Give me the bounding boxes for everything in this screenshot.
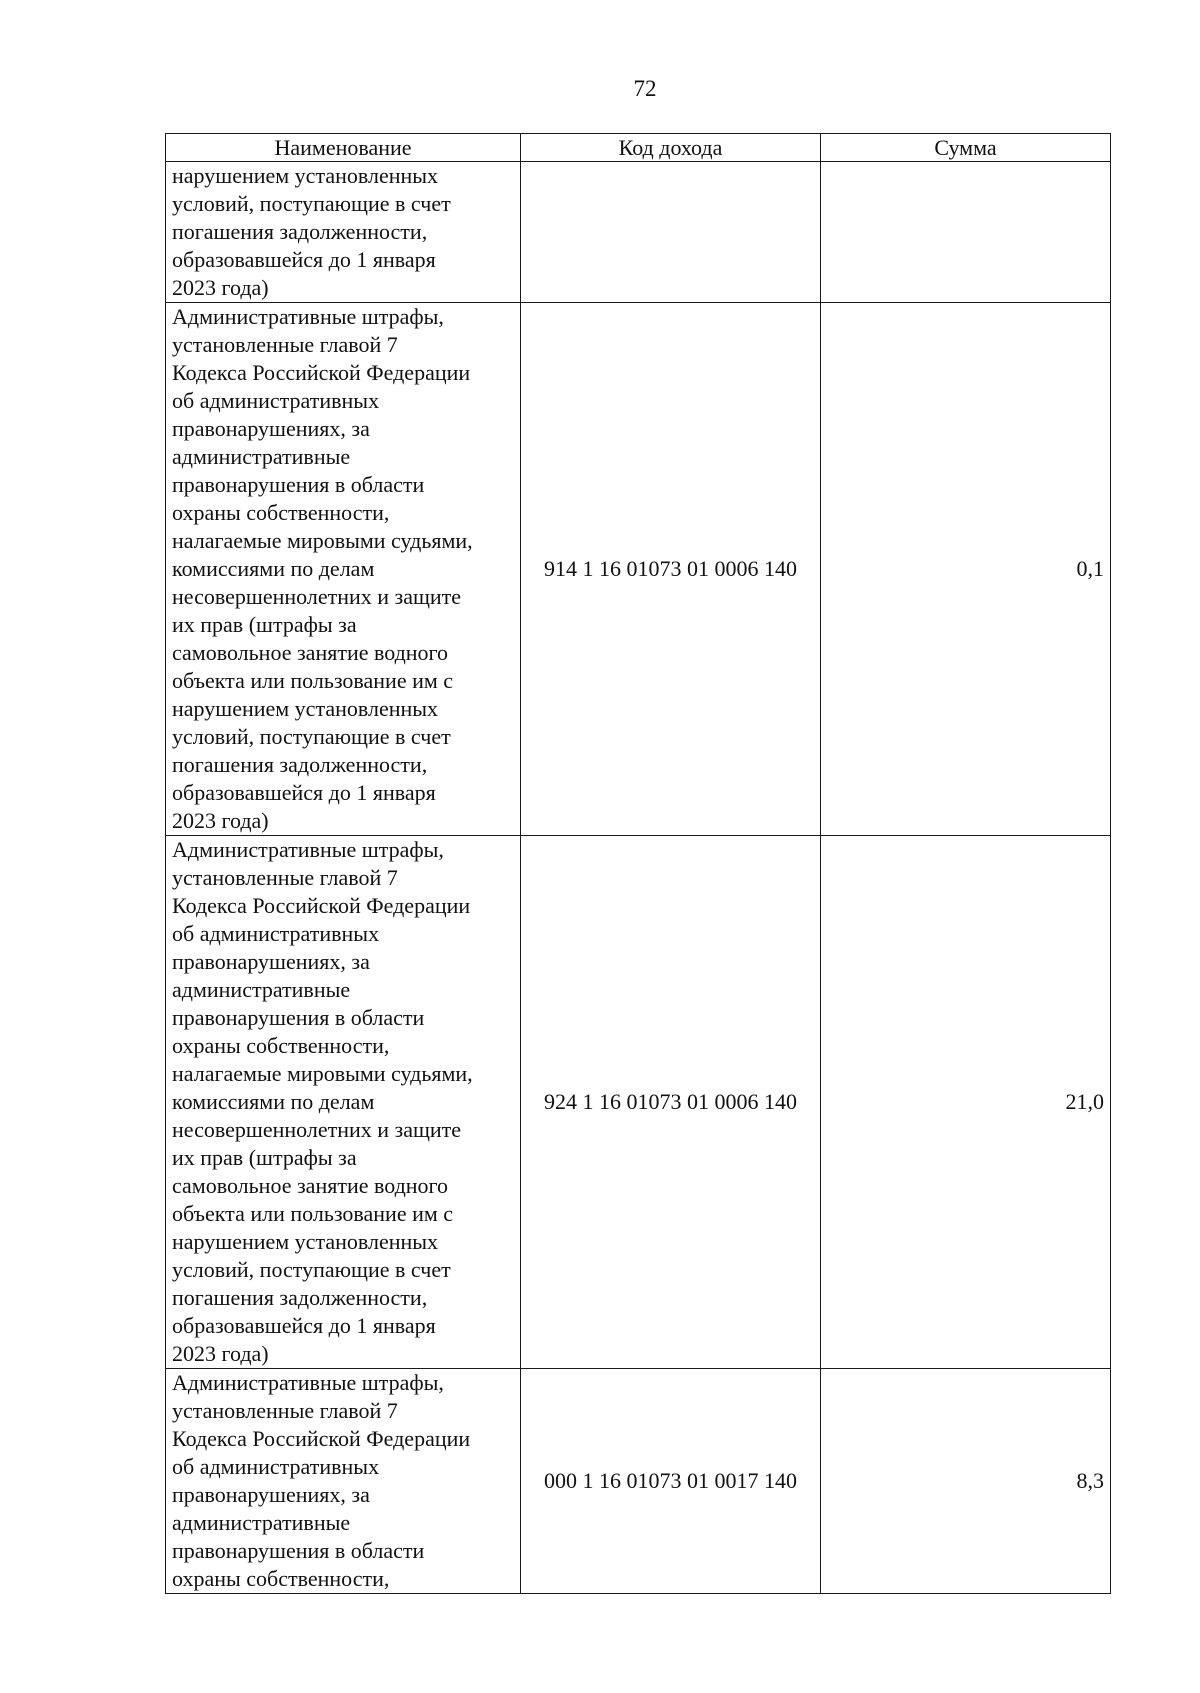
table-row: [166, 1369, 1111, 1594]
row-code-cell: 924 1 16 01073 01 0006 140: [521, 836, 821, 1369]
row-sum-cell: [821, 162, 1111, 303]
table-header-row: [166, 134, 1111, 162]
row-sum-cell: 0,1: [821, 303, 1111, 836]
revenue-table: [165, 133, 1111, 1594]
row-name-cell: Административные штрафы, установленные главой 7 Кодекса Российской Федерации об административных правонарушениях, за административные правонарушения в области охраны собственности,: [166, 1369, 521, 1594]
row-code-cell: 000 1 16 01073 01 0017 140: [521, 1369, 821, 1594]
table-row: [166, 162, 1111, 303]
row-code-cell: [521, 162, 821, 303]
row-name-cell: нарушением установленных условий, поступающие в счет погашения задолженности, образовавшейся до 1 января 2023 года): [166, 162, 521, 303]
row-sum-cell: 21,0: [821, 836, 1111, 1369]
row-code-cell: 914 1 16 01073 01 0006 140: [521, 303, 821, 836]
row-sum-cell: 8,3: [821, 1369, 1111, 1594]
page-number: 72: [633, 76, 657, 101]
header-code: Код дохода: [521, 134, 821, 162]
row-name-cell: Административные штрафы, установленные главой 7 Кодекса Российской Федерации об административных правонарушениях, за административные правонарушения в области охраны собственности, налагаемые мировыми судьями, комиссиями по делам несовершеннолетних и защите их прав (штрафы за самовольное занятие водного объекта или пользование им с нарушением установленных условий, поступающие в счет погашения задолженности, образовавшейся до 1 января 2023 года): [166, 303, 521, 836]
header-name: Наименование: [166, 134, 521, 162]
table-row: [166, 836, 1111, 1369]
header-sum: Сумма: [821, 134, 1111, 162]
row-name-cell: Административные штрафы, установленные главой 7 Кодекса Российской Федерации об административных правонарушениях, за административные правонарушения в области охраны собственности, налагаемые мировыми судьями, комиссиями по делам несовершеннолетних и защите их прав (штрафы за самовольное занятие водного объекта или пользование им с нарушением установленных условий, поступающие в счет погашения задолженности, образовавшейся до 1 января 2023 года): [166, 836, 521, 1369]
table-row: [166, 303, 1111, 836]
